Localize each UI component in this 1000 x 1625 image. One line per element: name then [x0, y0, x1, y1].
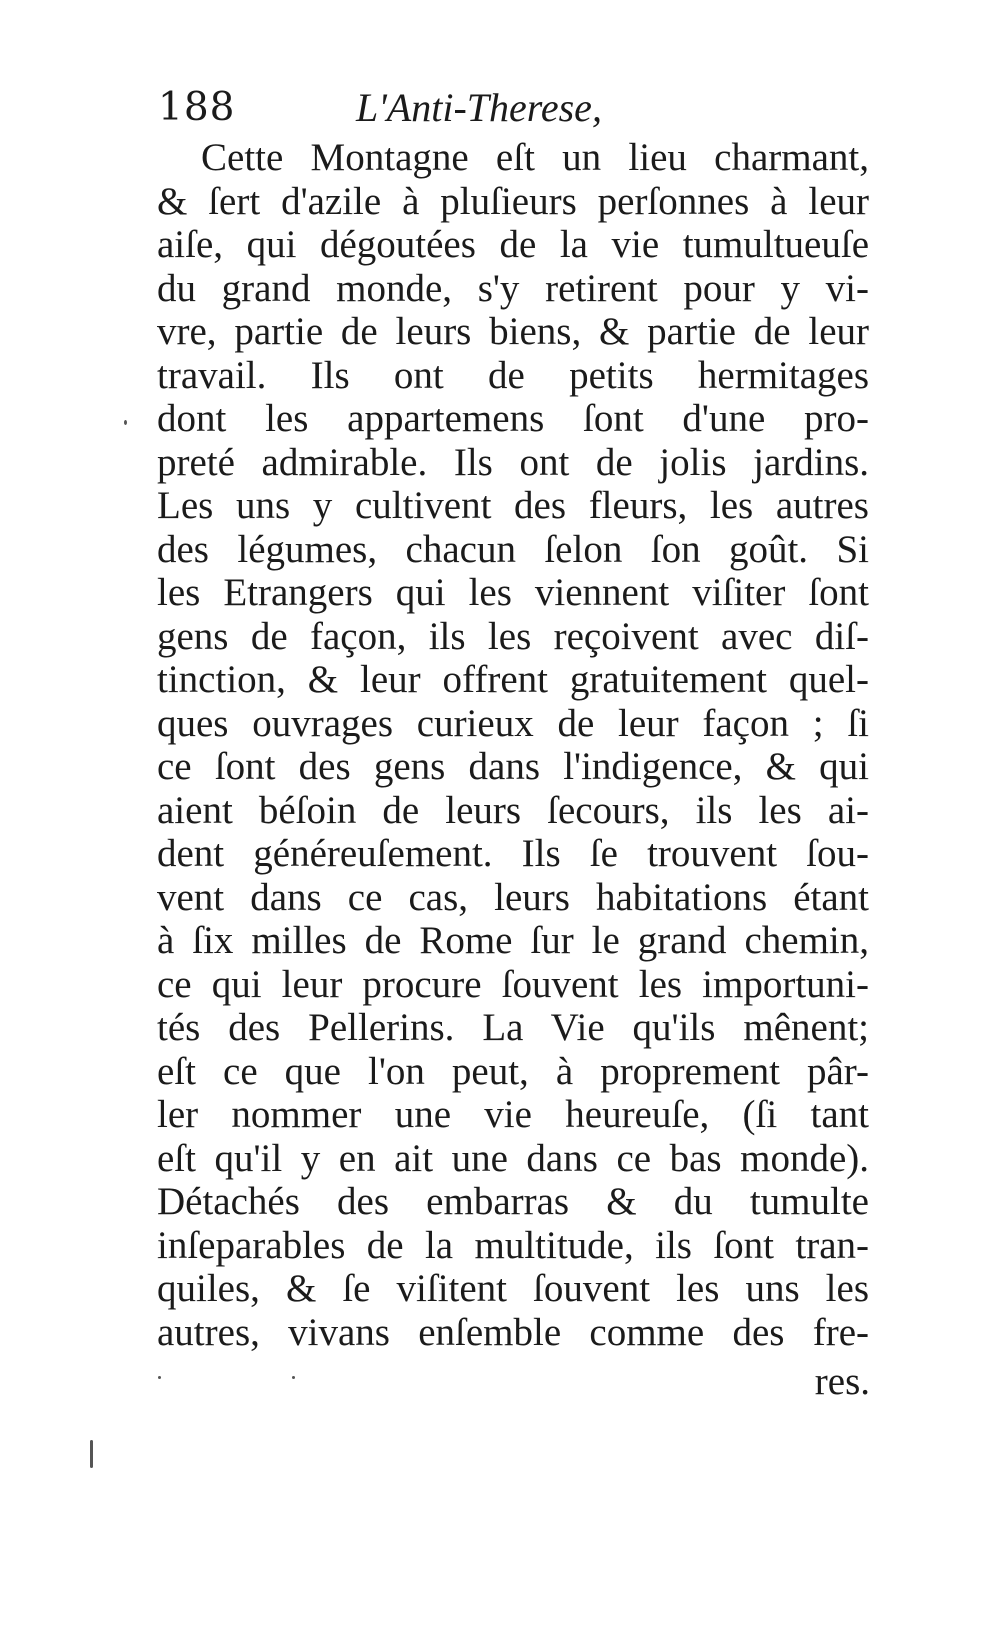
body-text	[157, 136, 869, 1354]
text-line: & ſert d'azile à pluſieurs perſonnes à leur	[157, 179, 869, 223]
text-line: les Etrangers qui les viennent viſiter ſont	[157, 571, 869, 614]
text-line: eſt ce que l'on peut, à proprement pâr-	[157, 1049, 869, 1093]
paper-speck	[90, 1440, 93, 1468]
text-line: ler nommer une vie heureuſe, (ſi tant	[157, 1093, 869, 1136]
running-title: L'Anti-Therese,	[356, 85, 602, 130]
text-line: eſt qu'il y en ait une dans ce bas monde).	[157, 1136, 869, 1180]
text-line: ques ouvrages curieux de leur façon ; ſi	[157, 701, 869, 745]
paper-speck	[158, 1376, 161, 1379]
text-line: dent généreuſement. Ils ſe trouvent ſou-	[157, 832, 869, 875]
text-line: aient béſoin de leurs ſecours, ils les ai-	[157, 788, 869, 832]
text-line: Cette Montagne eſt un lieu charmant,	[201, 136, 869, 179]
running-head	[158, 84, 878, 132]
text-line: dont les appartemens ſont d'une pro-	[157, 397, 869, 440]
text-line: ce qui leur procure ſouvent les importuni-	[157, 962, 869, 1006]
text-line: autres, vivans enſemble comme des fre-	[157, 1310, 869, 1354]
text-line: quiles, & ſe viſitent ſouvent les uns les	[157, 1267, 869, 1310]
text-line: ce ſont des gens dans l'indigence, & qui	[157, 745, 869, 788]
page-number: 188	[158, 85, 236, 130]
text-line: gens de façon, ils les reçoivent avec diſ-	[157, 614, 869, 658]
text-line: Détachés des embarras & du tumulte	[157, 1180, 869, 1223]
text-line: aiſe, qui dégoutées de la vie tumultueuſe	[157, 223, 869, 266]
text-line: vent dans ce cas, leurs habitations étant	[157, 875, 869, 919]
paper-speck	[292, 1376, 295, 1379]
text-line: des légumes, chacun ſelon ſon goût. Si	[157, 527, 869, 571]
text-line: Les uns y cultivent des fleurs, les autres	[157, 484, 869, 527]
text-line: inſeparables de la multitude, ils ſont tran-	[157, 1223, 869, 1267]
text-line: tinction, & leur offrent gratuitement quel-	[157, 658, 869, 701]
text-line: travail. Ils ont de petits hermitages	[157, 353, 869, 397]
text-line: vre, partie de leurs biens, & partie de leur	[157, 310, 869, 353]
paper-speck	[124, 420, 127, 425]
text-line: tés des Pellerins. La Vie qu'ils mênent;	[157, 1006, 869, 1049]
text-line: à ſix milles de Rome ſur le grand chemin,	[157, 919, 869, 962]
text-line: preté admirable. Ils ont de jolis jardins.	[157, 440, 869, 484]
text-line: du grand monde, s'y retirent pour y vi-	[157, 266, 869, 310]
catchword: res.	[814, 1360, 870, 1403]
